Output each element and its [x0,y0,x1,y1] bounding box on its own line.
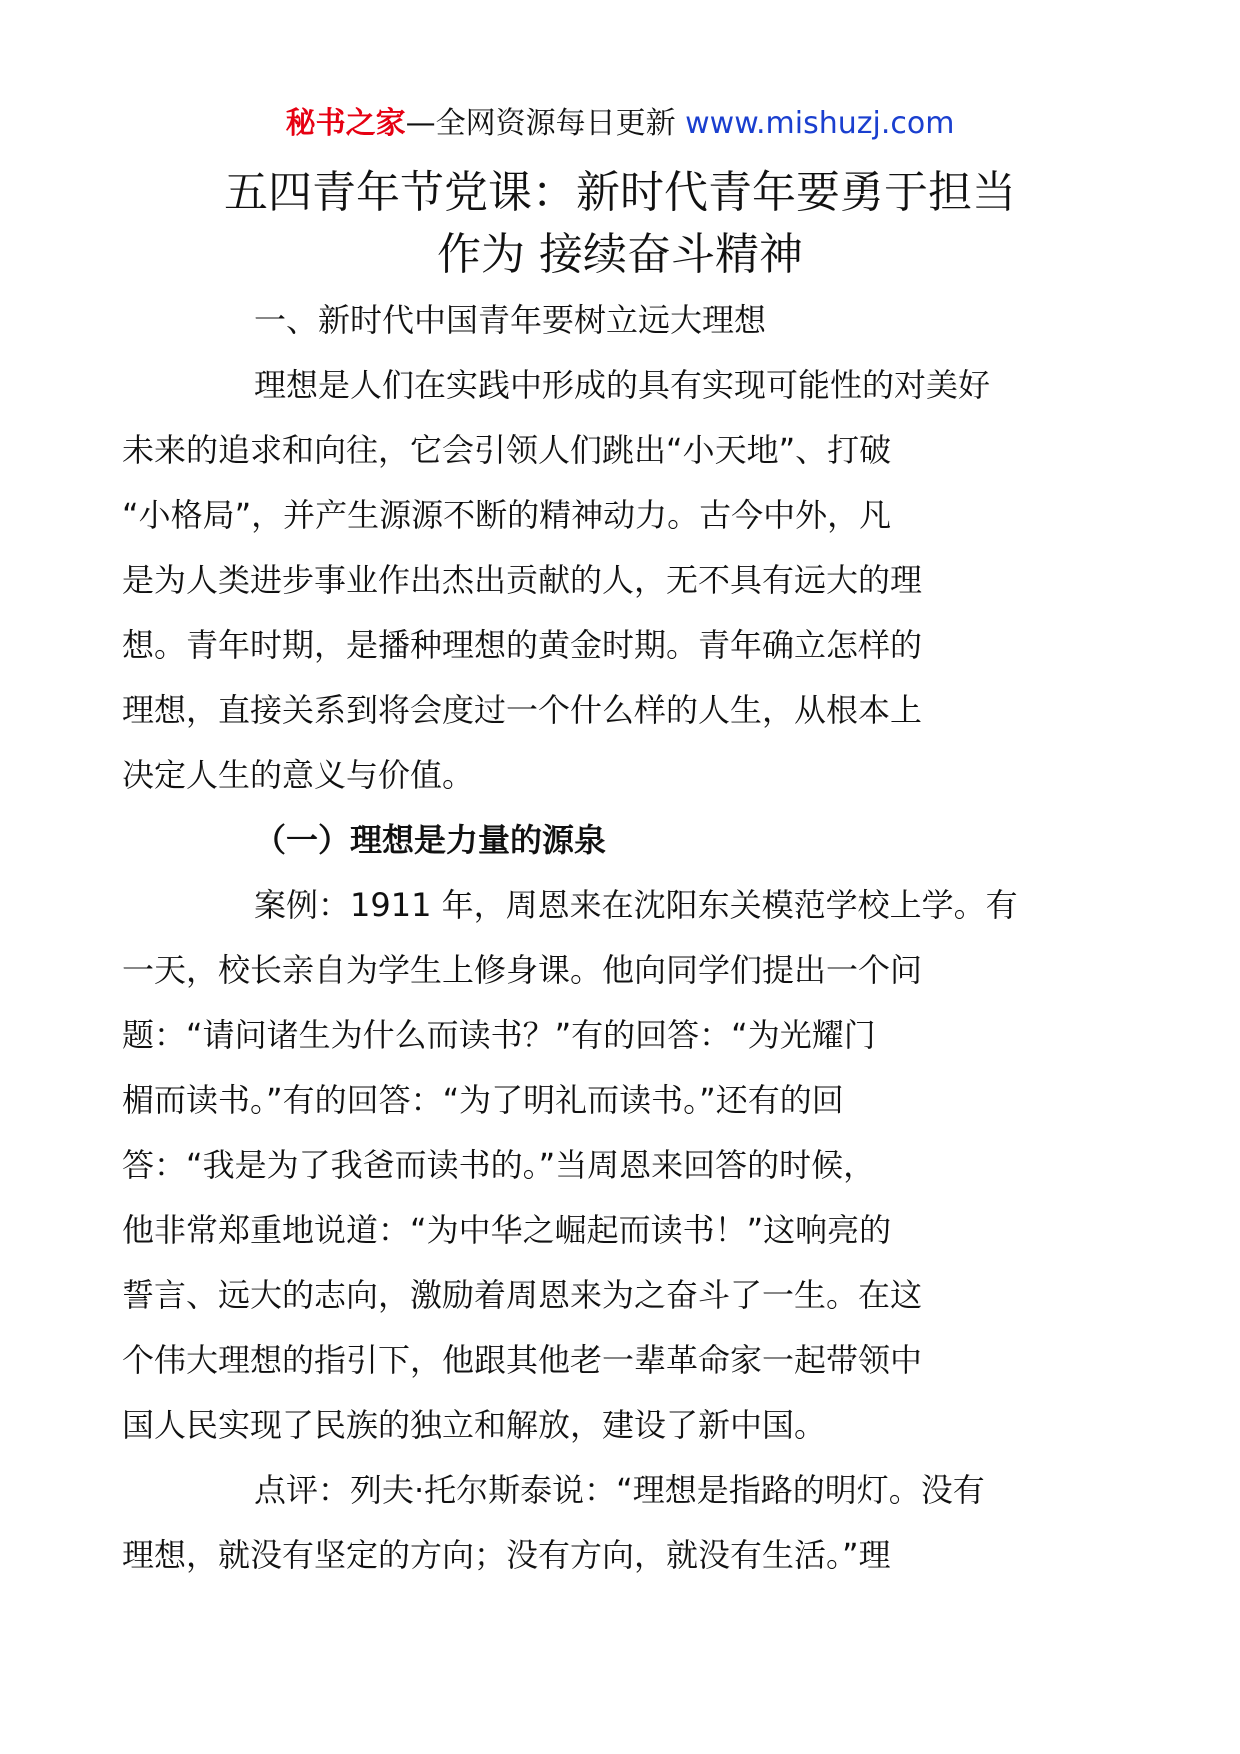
paragraph-line: 想。青年时期，是播种理想的黄金时期。青年确立怎样的 [122,626,923,664]
paragraph-line: 一天，校长亲自为学生上修身课。他向同学们提出一个问 [122,951,923,989]
site-tagline: —全网资源每日更新 [405,106,686,141]
paragraph-case-study [122,873,1034,1458]
paragraph-line: “小格局”，并产生源源不断的精神动力。古今中外，凡 [122,496,892,534]
site-header [0,98,1240,150]
paragraph-line: 他非常郑重地说道：“为中华之崛起而读书！”这响亮的 [122,1211,892,1249]
paragraph-ideal-definition [122,353,1034,808]
paragraph-line: 答：“我是为了我爸而读书的。”当周恩来回答的时候， [122,1146,876,1184]
section-heading: 一、新时代中国青年要树立远大理想 [254,301,767,339]
site-url-link[interactable]: www.mishuzj.com [685,106,955,141]
document-body [122,288,1034,1588]
paragraph-line: 理想是人们在实践中形成的具有实现可能性的对美好 [254,366,991,404]
paragraph-line: 国人民实现了民族的独立和解放，建设了新中国。 [122,1406,827,1444]
paragraph-line: 誓言、远大的志向，激励着周恩来为之奋斗了一生。在这 [122,1276,923,1314]
paragraph-commentary [122,1458,1034,1588]
paragraph-line: 是为人类进步事业作出杰出贡献的人，无不具有远大的理 [122,561,923,599]
paragraph-line: 理想，直接关系到将会度过一个什么样的人生，从根本上 [122,691,923,729]
paragraph-line: 未来的追求和向往，它会引领人们跳出“小天地”、打破 [122,431,892,469]
paragraph-line: 楣而读书。”有的回答：“为了明礼而读书。”还有的回 [122,1081,844,1119]
paragraph-line: 题：“请问诸生为什么而读书？”有的回答：“为光耀门 [122,1016,876,1054]
site-brand: 秘书之家 [285,106,406,141]
paragraph-line: 个伟大理想的指引下，他跟其他老一辈革命家一起带领中 [122,1341,923,1379]
paragraph-line: 案例：1911 年，周恩来在沈阳东关模范学校上学。有 [254,886,1018,924]
title-line-1: 五四青年节党课：新时代青年要勇于担当 [224,167,1016,218]
subsection-heading: （一）理想是力量的源泉 [254,821,607,859]
title-line-2: 作为 接续奋斗精神 [437,229,803,280]
paragraph-line: 点评：列夫·托尔斯泰说：“理想是指路的明灯。没有 [254,1471,985,1509]
paragraph-line: 决定人生的意义与价值。 [122,756,475,794]
document-title [180,162,1060,286]
paragraph-line: 理想，就没有坚定的方向；没有方向，就没有生活。”理 [122,1536,891,1574]
